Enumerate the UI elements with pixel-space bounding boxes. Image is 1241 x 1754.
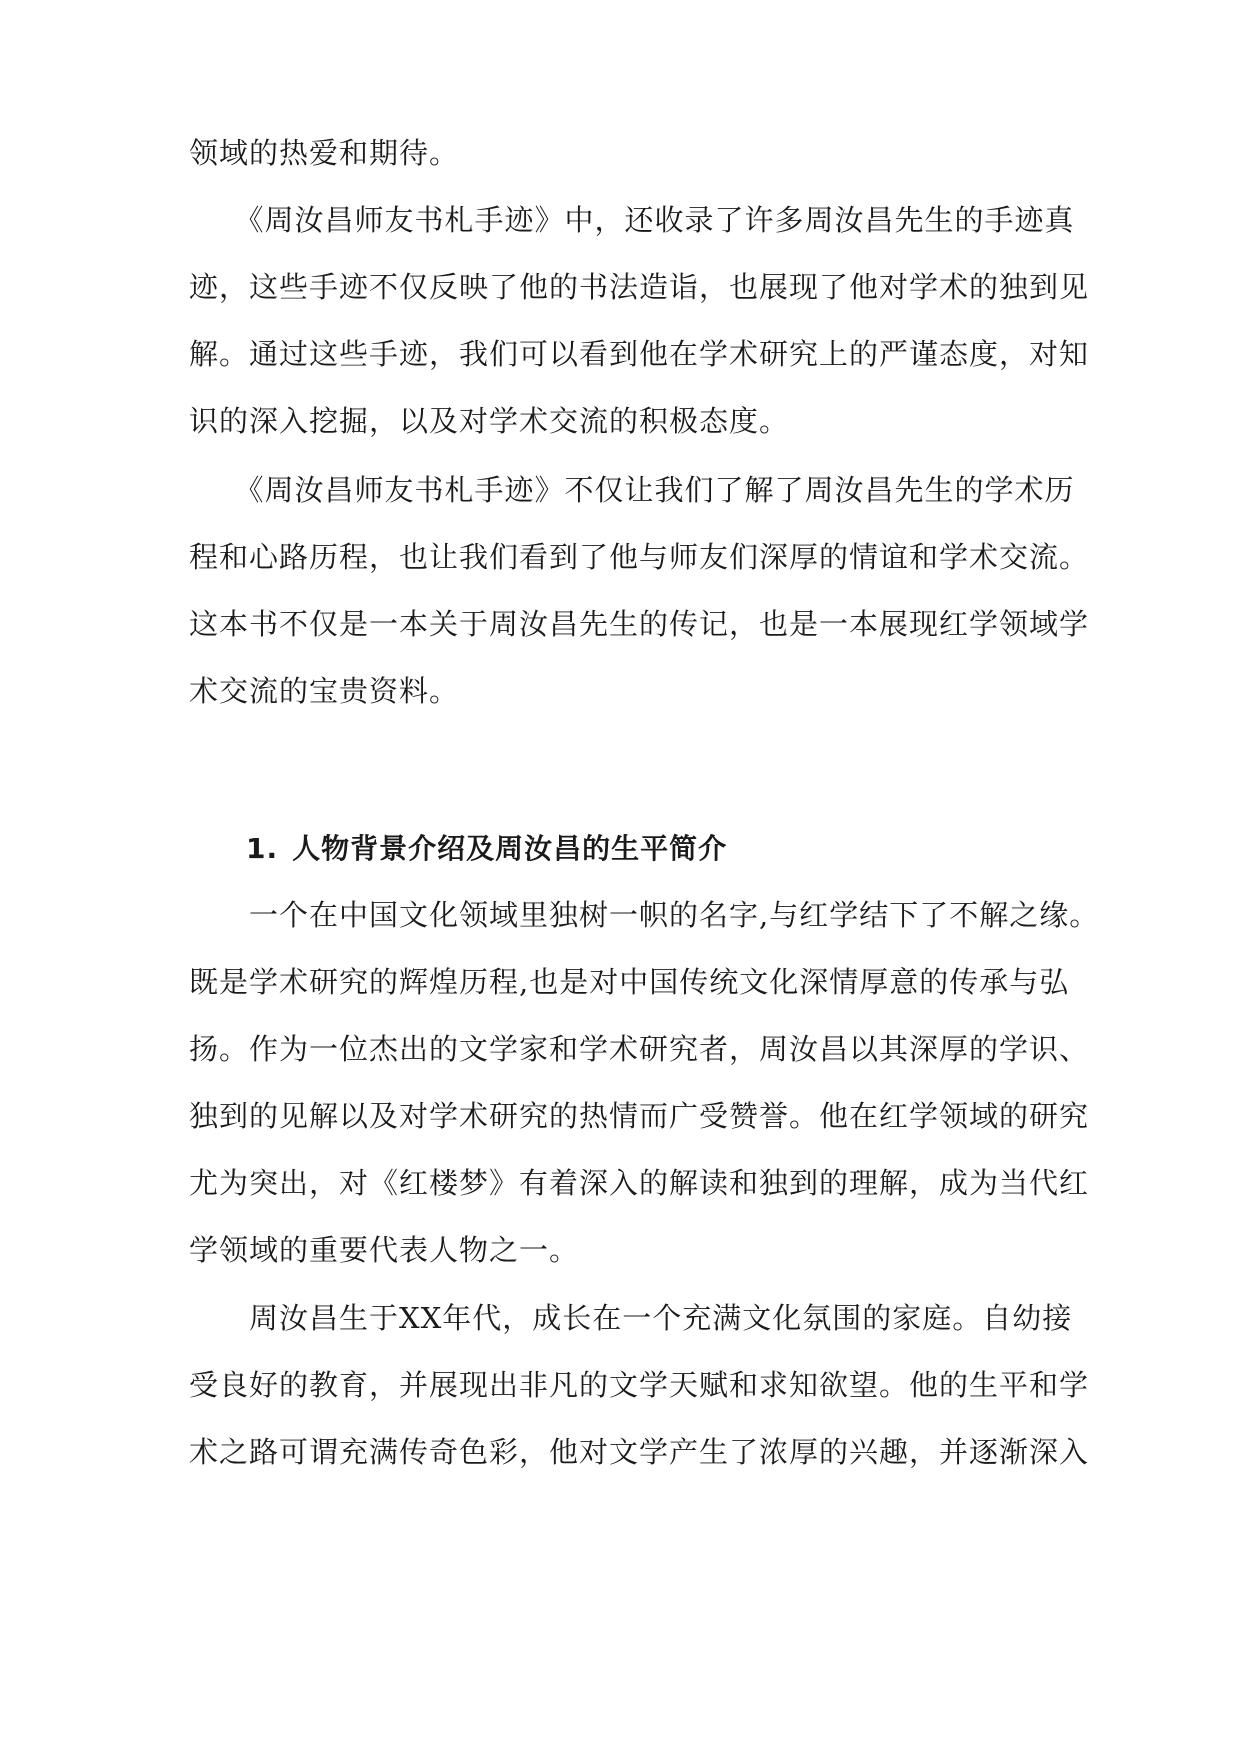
section-heading bbox=[246, 820, 1046, 877]
text-line: 扬。作为一位杰出的文学家和学术研究者，周汝昌以其深厚的学识、 bbox=[189, 1032, 1090, 1066]
text-line: 《周汝昌师友书札手迹》不仅让我们了解了周汝昌先生的学术历 bbox=[189, 473, 1075, 507]
text-line: 一个在中国文化领域里独树一帜的名字,与红学结下了不解之缘。 bbox=[189, 898, 1100, 932]
text-line: 周汝昌生于XX年代，成长在一个充满文化氛围的家庭。自幼接 bbox=[189, 1301, 1073, 1335]
paragraph-book-value bbox=[189, 462, 1090, 720]
text-line: 术之路可谓充满传奇色彩，他对文学产生了浓厚的兴趣，并逐渐深入 bbox=[189, 1435, 1090, 1469]
text-line: 这本书不仅是一本关于周汝昌先生的传记，也是一本展现红学领域学 bbox=[189, 607, 1090, 641]
paragraph-biography-intro bbox=[189, 887, 1100, 1279]
paragraph-handwriting bbox=[189, 192, 1090, 450]
section-number: 1. bbox=[246, 832, 279, 865]
text-line: 《周汝昌师友书札手迹》中，还收录了许多周汝昌先生的手迹真 bbox=[189, 203, 1075, 237]
text-line: 领域的热爱和期待。 bbox=[189, 136, 460, 170]
text-line: 迹，这些手迹不仅反映了他的书法造诣，也展现了他对学术的独到见 bbox=[189, 270, 1090, 304]
paragraph-continuation bbox=[189, 125, 1059, 182]
text-line: 受良好的教育，并展现出非凡的文学天赋和求知欲望。他的生平和学 bbox=[189, 1368, 1090, 1402]
text-line: 独到的见解以及对学术研究的热情而广受赞誉。他在红学领域的研究 bbox=[189, 1099, 1090, 1133]
text-line: 识的深入挖掘，以及对学术交流的积极态度。 bbox=[189, 404, 790, 438]
text-line: 术交流的宝贵资料。 bbox=[189, 674, 460, 708]
paragraph-early-life bbox=[189, 1290, 1090, 1481]
text-line: 解。通过这些手迹，我们可以看到他在学术研究上的严谨态度，对知 bbox=[189, 337, 1090, 371]
section-title: 人物背景介绍及周汝昌的生平简介 bbox=[292, 832, 728, 865]
text-line: 程和心路历程，也让我们看到了他与师友们深厚的情谊和学术交流。 bbox=[189, 540, 1090, 574]
text-line: 学领域的重要代表人物之一。 bbox=[189, 1233, 580, 1267]
text-line: 尤为突出，对《红楼梦》有着深入的解读和独到的理解，成为当代红 bbox=[189, 1166, 1090, 1200]
text-line: 既是学术研究的辉煌历程,也是对中国传统文化深情厚意的传承与弘 bbox=[189, 965, 1070, 999]
